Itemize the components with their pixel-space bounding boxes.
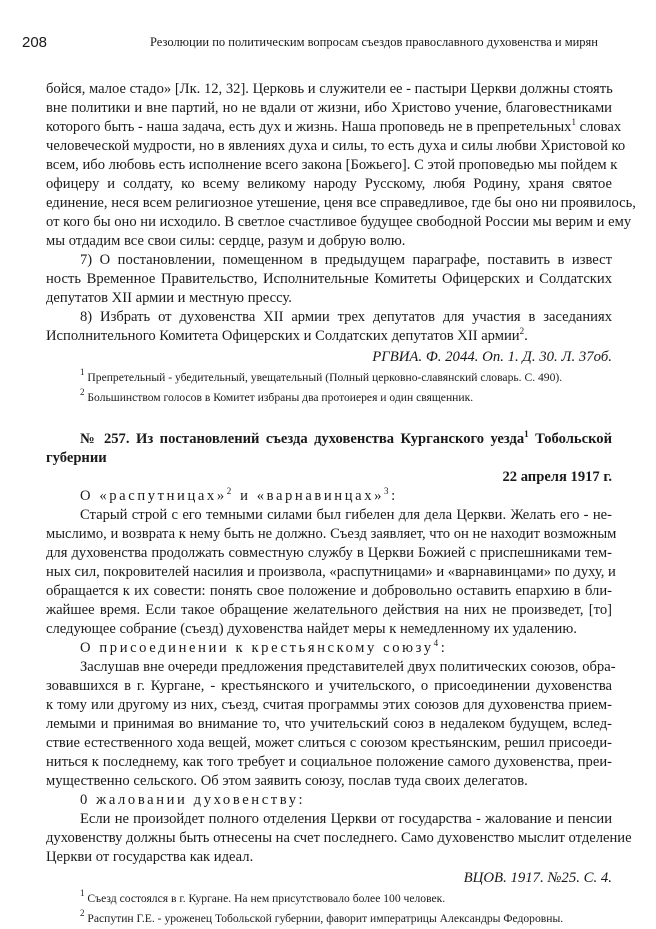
- section-subheading: [46, 639, 612, 658]
- text-segment: всем, ибо любовь есть исполнение всего закона [Божьего]. С этой проповедью мы пойдем к: [46, 157, 618, 173]
- text-line: [46, 582, 612, 601]
- text-line: [46, 430, 612, 449]
- text-line: [46, 175, 612, 194]
- text-segment: .: [524, 328, 528, 344]
- text-segment: следующее собрание (съезд) духовенства найдет меры к немедленному их удалению.: [46, 621, 577, 637]
- paragraph: [46, 251, 612, 308]
- text-segment: единение, неся всем религиозное утешение, ценя все справедливое, где бы оно ни проявилось,: [46, 195, 636, 211]
- text-line: [46, 327, 612, 346]
- text-segment: офицеру и солдату, ко всему великому народу Русскому, любя Родину, храня святое: [46, 176, 612, 192]
- text-line: [46, 308, 612, 327]
- text-line: [46, 696, 612, 715]
- footnote-marker: 1: [80, 888, 85, 898]
- text-line: [46, 658, 616, 677]
- text-segment: которого быть - наша задача, есть дух и жизнь. Наша проповедь не в препретельных: [46, 119, 572, 135]
- text-line: [46, 715, 612, 734]
- text-segment: мущественно сельского. Об этом заявить союзу, послав туда своих делегатов.: [46, 773, 528, 789]
- text-segment: мы отдадим все свои силы: сердце, разум и добрую волю.: [46, 233, 406, 249]
- text-segment: Большинством голосов в Комитет избраны два протоиерея и один священник.: [84, 391, 474, 404]
- text-segment: Съезд состоялся в г. Кургане. На нем присутствовало более 100 человек.: [84, 892, 446, 905]
- text-line: [46, 829, 632, 848]
- text-line: [46, 810, 612, 829]
- text-segment: О «распутницах»: [80, 488, 227, 504]
- text-line: [46, 289, 612, 308]
- text-segment: Исполнительного Комитета Офицерских и Солдатских депутатов XII армии: [46, 328, 520, 344]
- section-subheading: [46, 791, 612, 810]
- text-segment: ность Временное Правительство, Исполнительные Комитеты Офицерских и Солдатских: [46, 271, 612, 287]
- text-segment: ных сил, покровителей насилия и произвола, «распутницами» и «варнавинцами» по духу, и: [46, 564, 616, 580]
- text-segment: ниться к последнему, как того требует и социальное положение самого духовенства, преи-: [46, 754, 612, 770]
- source-citation: [46, 869, 612, 888]
- footnote: [46, 909, 612, 929]
- text-segment: мыслимо, и возврата к нему быть не должно. Съезд заявляет, что он не находит возможным: [46, 526, 617, 542]
- footnote-marker: 2: [519, 326, 525, 336]
- text-line: [46, 677, 612, 696]
- paragraph: [46, 80, 636, 251]
- text-segment: человеческой мудрости, но в явлениях духа и силы, то есть духа и силы любви Христовой ко: [46, 138, 626, 154]
- text-segment: № 257. Из постановлений съезда духовенства Курганского уезда: [80, 431, 525, 447]
- text-segment: от кого бы оно ни исходило. В светлое счастливое будущее свободной России мы верим и ему: [46, 214, 632, 230]
- text-segment: Препретельный - убедительный, увещательный (Полный церковно-славянский словарь. С. 490).: [84, 371, 563, 384]
- text-segment: духовенству должны быть отнесены на счет последнего. Само духовенство мыслит отделение: [46, 830, 632, 846]
- text-segment: О присоединении к крестьянскому союзу: [80, 640, 434, 656]
- text-segment: к тому или другому из них, съезд, считая программы этих союзов для духовенства прием-: [46, 697, 612, 713]
- text-line: [46, 117, 622, 137]
- text-line: [46, 213, 632, 232]
- footnote-marker: 1: [524, 429, 529, 439]
- footnote-marker: 2: [80, 908, 85, 918]
- text-line: [46, 468, 612, 487]
- footnote-marker: 1: [571, 117, 576, 127]
- text-line: [46, 525, 617, 544]
- text-segment: словах: [575, 119, 622, 135]
- text-segment: губернии: [46, 450, 107, 466]
- footnote: [46, 889, 612, 909]
- text-line: [46, 80, 612, 99]
- text-line: [46, 601, 612, 620]
- text-line: [46, 449, 612, 468]
- text-segment: Если не произойдет полного отделения Церкви от государства - жалование и пенсии: [80, 811, 612, 827]
- text-segment: вне политики и вне партий, но не вдали от жизни, ибо Христово учение, благовестниками: [46, 100, 612, 116]
- text-line: [46, 506, 612, 525]
- footnote-marker: 2: [80, 387, 85, 397]
- document-heading: [46, 430, 612, 468]
- footnote-marker: 1: [80, 367, 85, 377]
- text-segment: зовавшихся в г. Кургане, - крестьянского и учительского, о присоединении духовенства: [46, 678, 612, 694]
- text-line: [46, 348, 612, 367]
- paragraph: [46, 308, 612, 346]
- text-line: [46, 620, 612, 639]
- text-segment: жайшее время. Если такое обращение желательного действия на них не произведет, [то]: [46, 602, 612, 618]
- page-number: 208: [22, 34, 48, 51]
- text-line: [46, 487, 612, 506]
- running-title: Резолюции по политическим вопросам съездов православного духовенства и мирян: [150, 35, 598, 49]
- text-segment: 0 жаловании духовенству:: [80, 792, 306, 808]
- text-segment: и «варнавинцах»: [233, 488, 384, 504]
- footnote: [46, 368, 612, 388]
- text-segment: Заслушав вне очереди предложения представителей двух политических союзов, обра-: [80, 659, 616, 675]
- text-line: [46, 232, 612, 251]
- text-segment: бойся, малое стадо» [Лк. 12, 32]. Церковь и служители ее - пастыри Церкви должны стоять: [46, 81, 613, 97]
- text-segment: Тобольской: [528, 431, 613, 447]
- text-line: [46, 270, 612, 289]
- text-line: [46, 772, 612, 791]
- text-line: [46, 734, 612, 753]
- text-line: [46, 848, 612, 867]
- footnotes: [46, 368, 612, 408]
- text-segment: :: [391, 488, 398, 504]
- text-segment: депутатов XII армии и местную прессу.: [46, 290, 292, 306]
- text-segment: 22 апреля 1917 г.: [502, 469, 612, 485]
- footnote: [46, 388, 612, 408]
- footnote-marker: 2: [226, 486, 234, 496]
- paragraph: [46, 810, 632, 867]
- paragraph: [46, 658, 616, 791]
- text-segment: Старый строй с его темными силами был гибелен для дела Церкви. Желать его - не-: [80, 507, 612, 523]
- text-segment: ВЦОВ. 1917. №25. С. 4.: [463, 870, 612, 886]
- text-segment: для духовенства продолжать совместную службу в Церкви Божией с приспешниками тем-: [46, 545, 612, 561]
- text-segment: Церкви от государства как идеал.: [46, 849, 254, 865]
- page-header: [22, 34, 616, 54]
- text-line: [46, 544, 612, 563]
- section-subheading: [46, 487, 612, 506]
- text-line: [46, 563, 616, 582]
- text-line: [46, 639, 612, 658]
- footnote-marker: 4: [433, 638, 441, 648]
- text-line: [46, 156, 618, 175]
- text-line: [46, 137, 626, 156]
- text-line: [46, 251, 612, 270]
- footnotes: [46, 889, 612, 929]
- text-line: [46, 869, 612, 888]
- text-line: [46, 791, 612, 810]
- text-line: [46, 99, 612, 118]
- document-date: [46, 468, 612, 487]
- text-segment: лемыми и принимая во внимание то, что учительский союз в недалеком будущем, вслед-: [46, 716, 612, 732]
- text-segment: Распутин Г.Е. - уроженец Тобольской губернии, фаворит императрицы Александры Федоровны.: [84, 912, 564, 925]
- text-segment: обращается к их совести: понять свое положение и добровольно оставить епархию в бли-: [46, 583, 612, 599]
- source-citation: [46, 348, 612, 367]
- footnote-marker: 3: [384, 486, 392, 496]
- text-segment: ствие естественного хода вещей, может слиться с союзом крестьянским, решил присоеди-: [46, 735, 612, 751]
- page-body: [46, 80, 636, 929]
- text-segment: :: [440, 640, 448, 656]
- text-segment: 8) Избрать от духовенства XII армии трех депутатов для участия в заседаниях: [80, 309, 612, 325]
- text-segment: 7) О постановлении, помещенном в предыдущем параграфе, поставить в извест: [80, 252, 612, 268]
- text-line: [46, 194, 636, 213]
- text-segment: РГВИА. Ф. 2044. Оп. 1. Д. 30. Л. 37об.: [372, 349, 612, 365]
- text-line: [46, 753, 612, 772]
- paragraph: [46, 506, 617, 639]
